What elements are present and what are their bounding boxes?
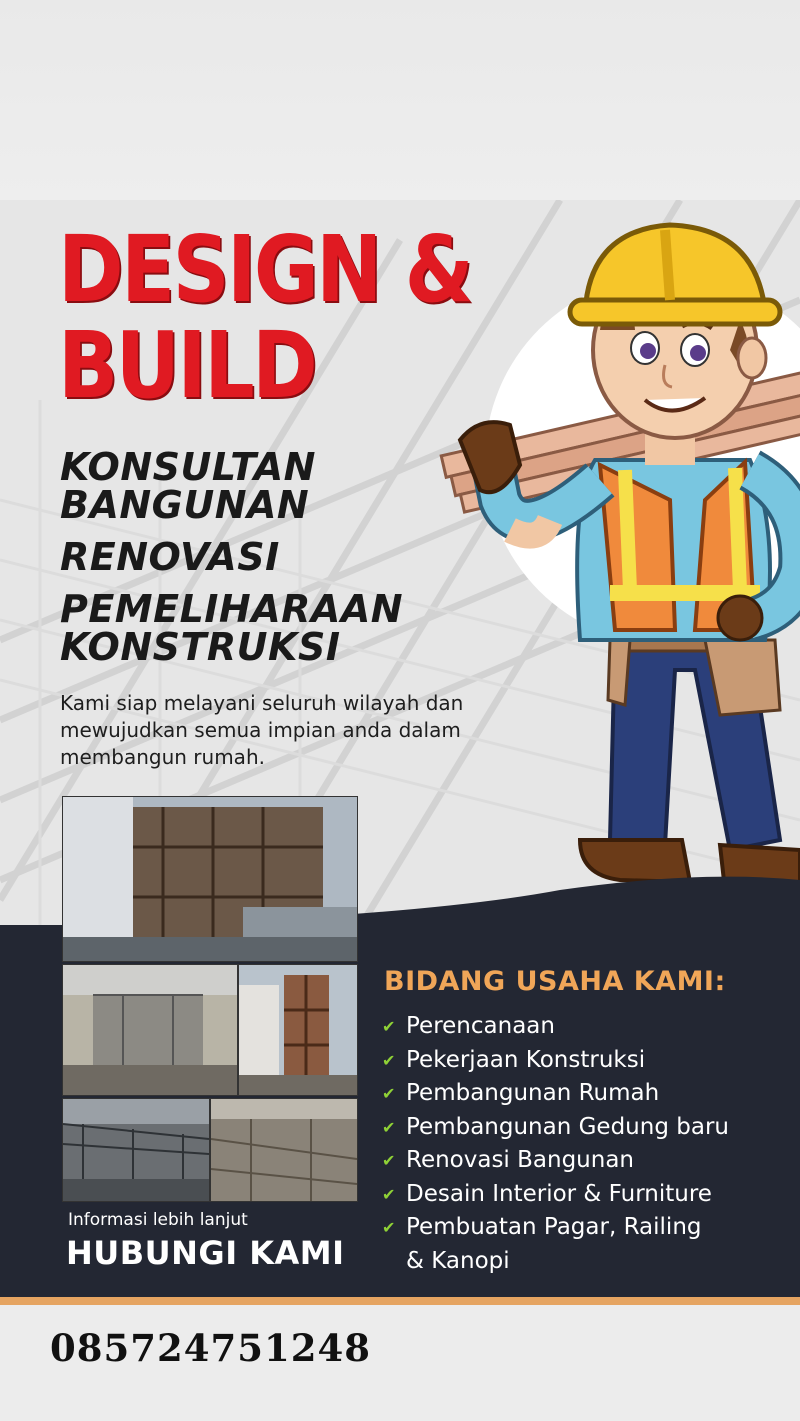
photo-interior-warehouse: [62, 964, 238, 1096]
list-item-text: Pembangunan Rumah: [406, 1080, 660, 1106]
service-renovation: RENOVASI: [60, 535, 280, 579]
list-item: [382, 1044, 792, 1078]
check-icon: ✔: [382, 1184, 396, 1204]
background-top: [0, 0, 800, 210]
check-icon: ✔: [382, 1151, 396, 1170]
service-maintenance: PEMELIHARAAN KONSTRUKSI: [60, 587, 404, 669]
more-info-label: Informasi lebih lanjut: [68, 1210, 248, 1230]
check-icon: ✔: [382, 1084, 396, 1103]
list-item-text: Pekerjaan Konstruksi: [406, 1046, 646, 1073]
service-consultant: KONSULTAN BANGUNAN: [60, 445, 316, 527]
service-list: [60, 445, 480, 680]
photo-construction-site: [210, 1098, 358, 1202]
check-icon: ✔: [382, 1218, 396, 1237]
list-item: [382, 1178, 792, 1212]
list-item-text: Desain Interior & Furniture: [406, 1180, 712, 1207]
list-item-text: Perencanaan: [406, 1013, 555, 1039]
photo-building-scaffold: [62, 796, 358, 962]
list-item-text: Pembuatan Pagar, Railing & Kanopi: [406, 1214, 702, 1274]
list-item-text: Renovasi Bangunan: [406, 1147, 635, 1173]
list-item: [382, 1010, 792, 1044]
list-item: [382, 1111, 792, 1145]
photo-house-frame: [238, 964, 358, 1096]
business-list: [382, 1010, 792, 1278]
list-item: [382, 1077, 792, 1111]
photo-collage: [62, 796, 358, 1200]
intro-text: Kami siap melayani seluruh wilayah dan mewujudkan semua impian anda dalam membangun rumah.: [60, 691, 464, 769]
business-title: BIDANG USAHA KAMI:: [384, 966, 726, 997]
list-item: [382, 1211, 792, 1278]
list-item-text: Pembangunan Gedung baru: [406, 1113, 729, 1140]
check-icon: ✔: [382, 1017, 396, 1036]
headline: DESIGN & BUILD: [58, 216, 472, 419]
check-icon: ✔: [382, 1117, 396, 1137]
photo-factory-hall: [62, 1098, 210, 1202]
accent-divider: [0, 1297, 800, 1305]
phone-number[interactable]: 085724751248: [50, 1326, 371, 1370]
contact-us-heading: HUBUNGI KAMI: [66, 1234, 345, 1272]
check-icon: ✔: [382, 1050, 396, 1070]
list-item: [382, 1144, 792, 1178]
